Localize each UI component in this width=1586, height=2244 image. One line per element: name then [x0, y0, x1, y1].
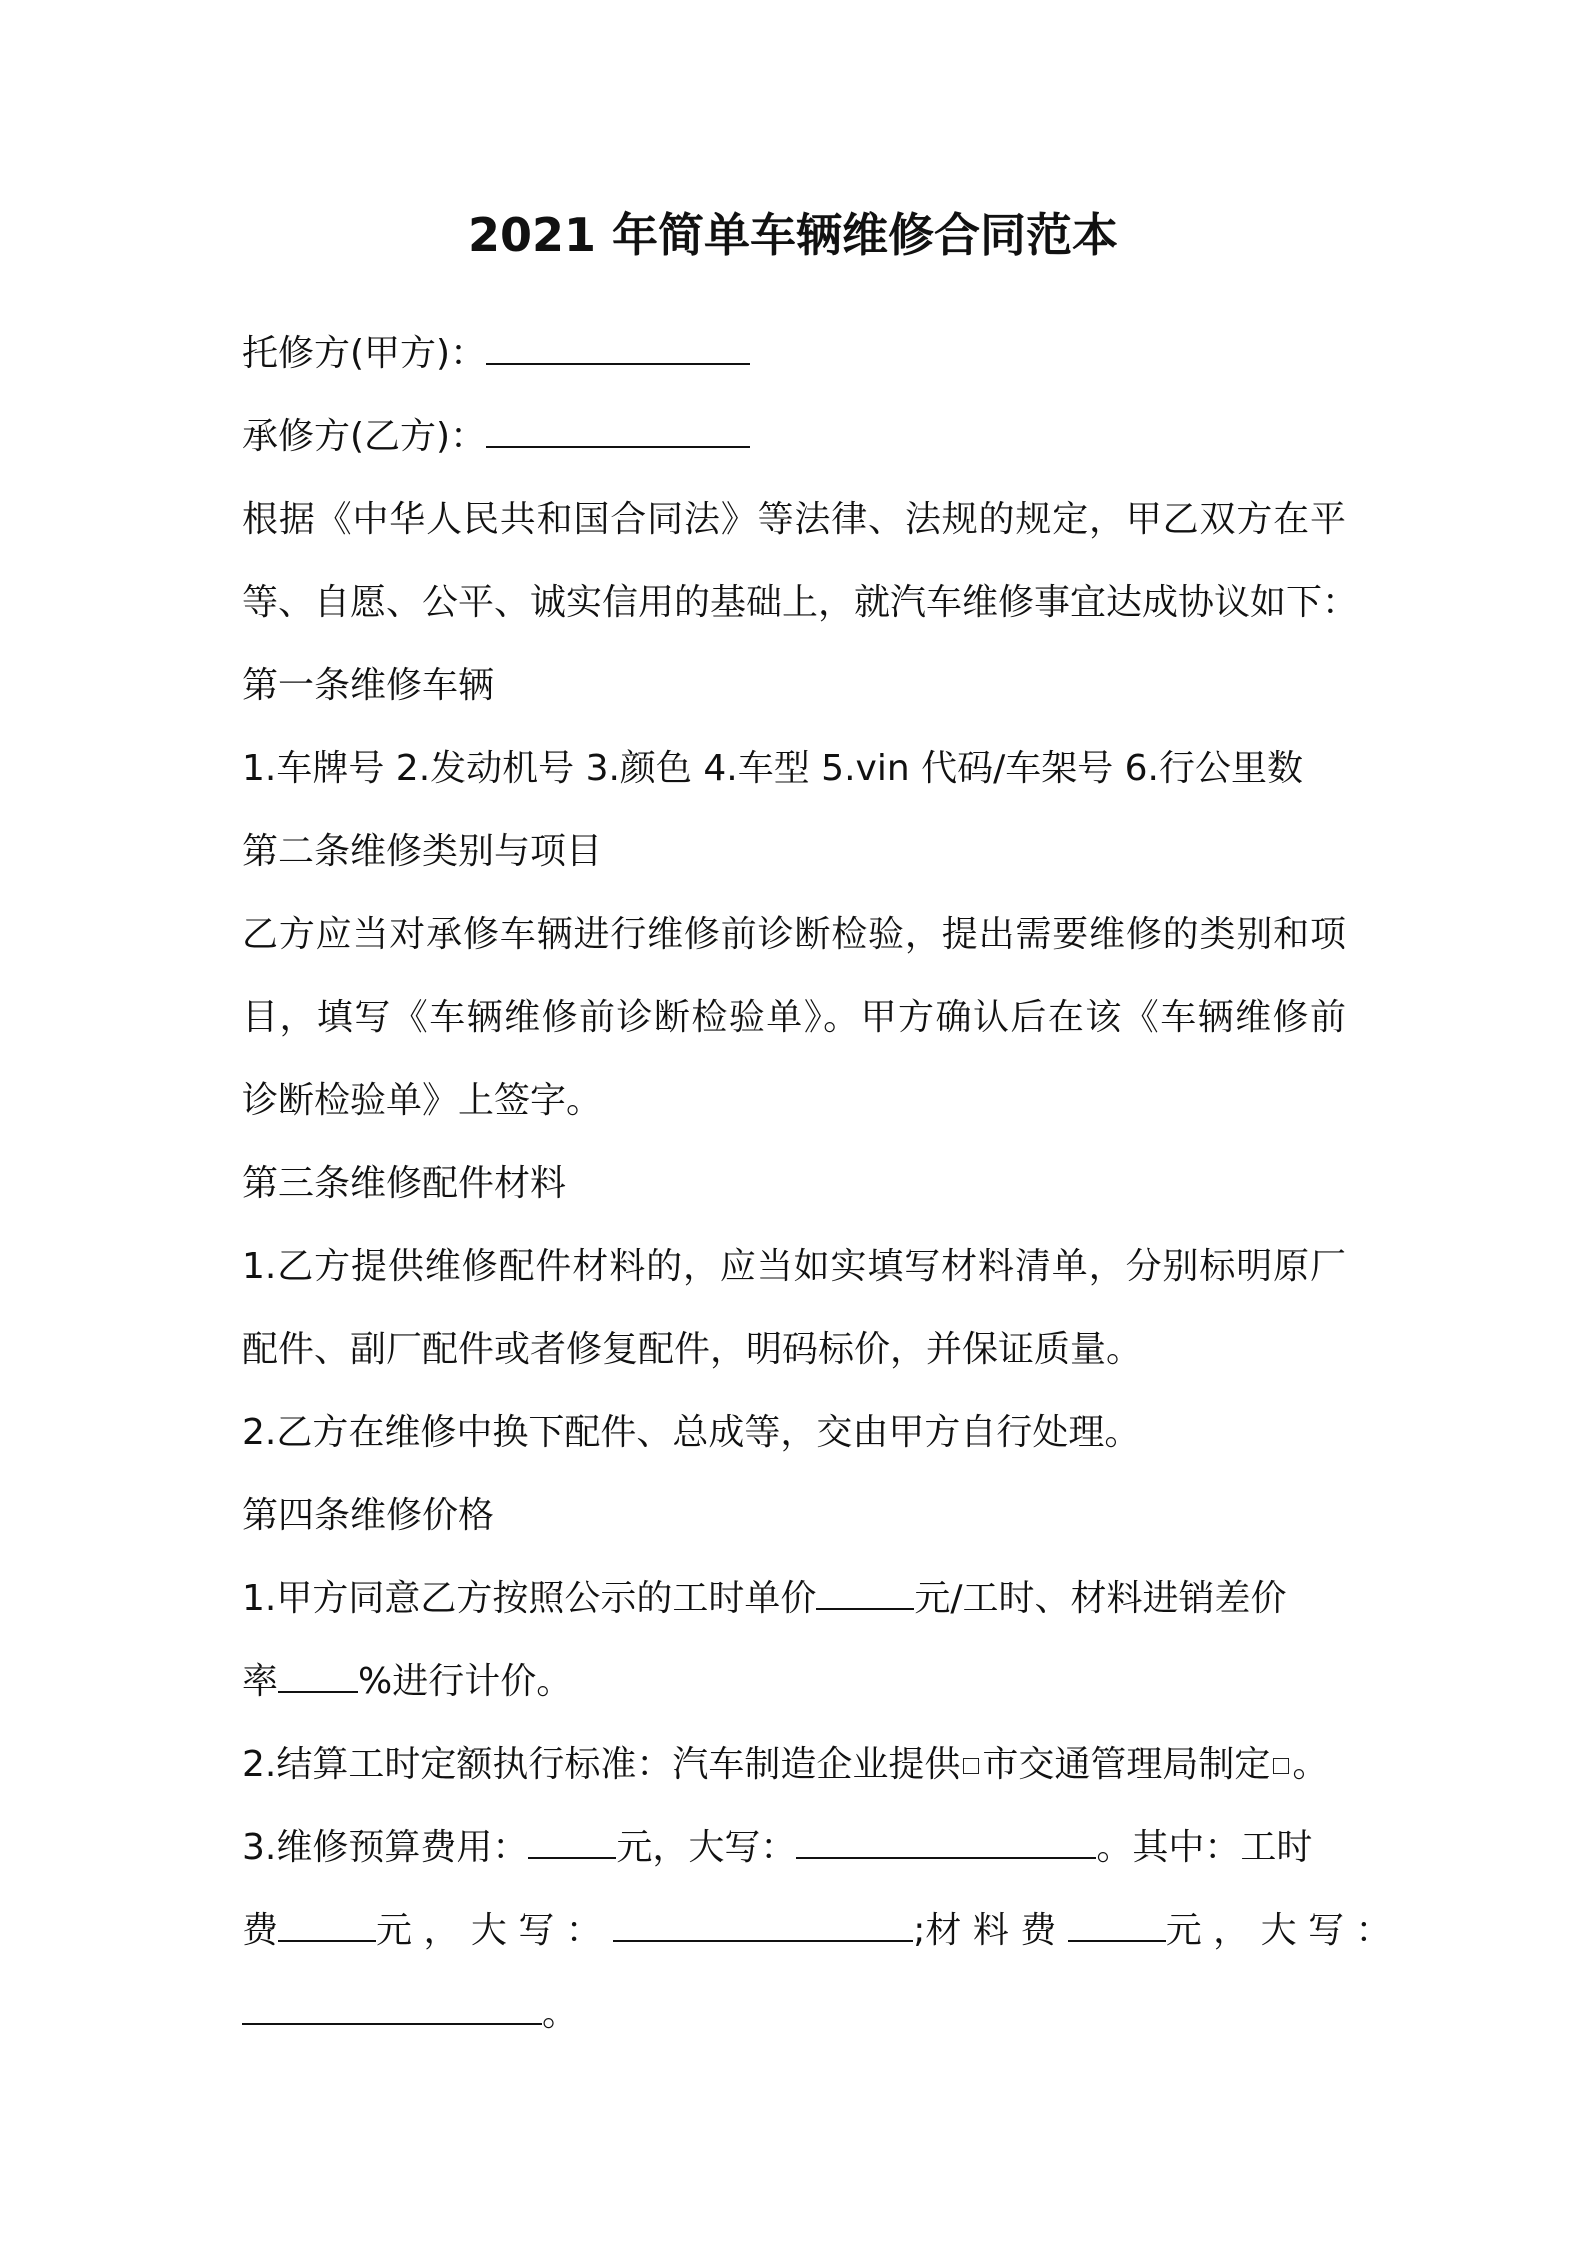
article-2-line-1: 乙方应当对承修车辆进行维修前诊断检验，提出需要维修的类别和项	[242, 914, 1346, 955]
labor-fee-blank	[278, 1908, 376, 1942]
article-3-item-1-line-1: 1.乙方提供维修配件材料的，应当如实填写材料清单，分别标明原厂	[242, 1246, 1346, 1287]
markup-rate-blank	[278, 1659, 358, 1693]
article-3-item-1-line-2: 配件、副厂配件或者修复配件，明码标价，并保证质量。	[242, 1329, 1143, 1370]
article-2-line-3: 诊断检验单》上签字。	[242, 1080, 603, 1121]
material-fee-words-blank	[242, 1991, 542, 2025]
intro-line-1: 根据《中华人民共和国合同法》等法律、法规的规定，甲乙双方在平	[242, 499, 1346, 540]
budget-amount-blank	[528, 1825, 616, 1859]
party-a-line	[242, 330, 750, 378]
intro-line-2: 等、自愿、公平、诚实信用的基础上，就汽车维修事宜达成协议如下：	[242, 582, 1359, 623]
article-4-item-1-line-2: 率 %进行计价。	[242, 1661, 573, 1702]
party-a-label: 托修方(甲方)：	[242, 333, 487, 374]
article-1-heading: 第一条维修车辆	[242, 665, 495, 706]
article-4-item-1-line-1: 1.甲方同意乙方按照公示的工时单价 元/工时、材料进销差价	[242, 1578, 1287, 1619]
article-3-heading: 第三条维修配件材料	[242, 1163, 567, 1204]
labor-fee-words-blank	[613, 1908, 913, 1942]
article-4-item-2: 2.结算工时定额执行标准：汽车制造企业提供 市交通管理局制定 。	[242, 1744, 1329, 1785]
party-b-label: 承修方(乙方)：	[242, 416, 487, 457]
party-a-blank	[486, 331, 750, 365]
party-b-blank	[486, 414, 750, 448]
article-2-line-2: 目，填写《车辆维修前诊断检验单》。甲方确认后在该《车辆维修前	[242, 997, 1346, 1038]
article-4-item-3-line-2: 费 元 ， 大 写 ： ;材 料 费 元 ， 大 写 ：	[242, 1910, 1392, 1951]
article-1-items: 1.车牌号 2.发动机号 3.颜色 4.车型 5.vin 代码/车架号 6.行公里数	[242, 748, 1303, 789]
article-3-item-2: 2.乙方在维修中换下配件、总成等，交由甲方自行处理。	[242, 1412, 1141, 1453]
material-fee-blank	[1068, 1908, 1166, 1942]
article-4-item-3-line-1: 3.维修预算费用： 元，大写： 。其中：工时	[242, 1827, 1313, 1868]
article-2-heading: 第二条维修类别与项目	[242, 831, 603, 872]
article-4-item-3-line-3: 。	[242, 1990, 578, 2038]
article-4-heading: 第四条维修价格	[242, 1495, 495, 1536]
manufacturer-standard-checkbox[interactable]	[963, 1758, 979, 1774]
labor-unit-price-blank	[816, 1576, 914, 1610]
document-title: 2021 年简单车辆维修合同范本	[467, 208, 1119, 262]
traffic-bureau-standard-checkbox[interactable]	[1273, 1758, 1289, 1774]
party-b-line	[242, 413, 750, 461]
budget-amount-words-blank	[796, 1825, 1096, 1859]
